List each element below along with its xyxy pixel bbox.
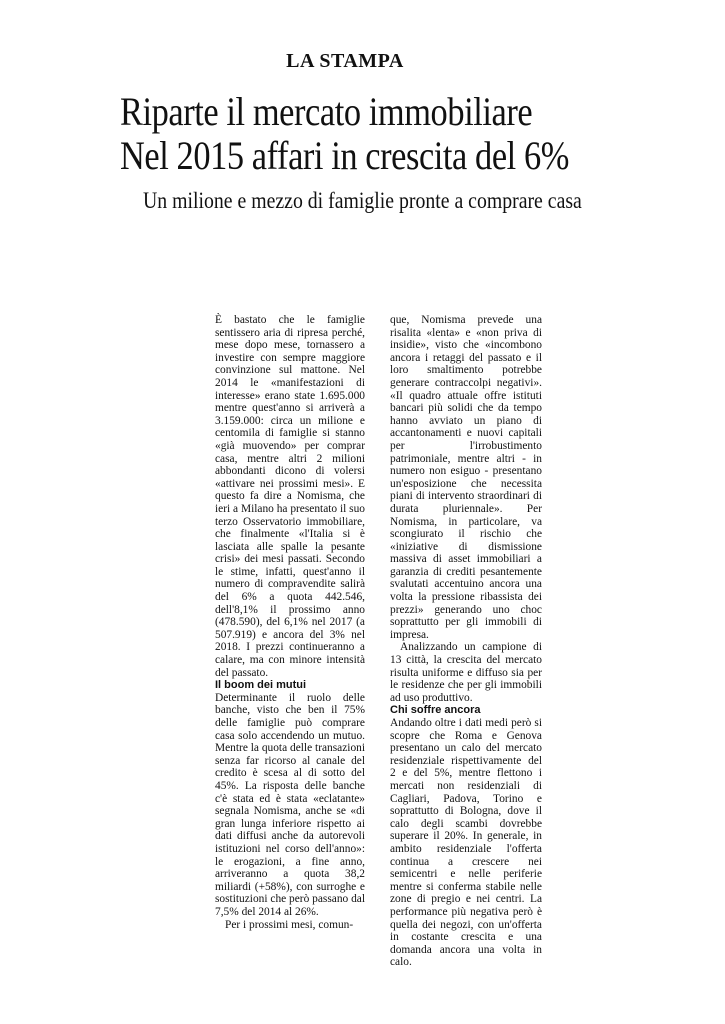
section-subtitle: Il boom dei mutui (215, 679, 307, 692)
paragraph: Analizzando un campione di 13 città, la crescita del mercato risulta uniforme e diffuso sia per le residenze che per gli immobili ad uso produttivo. (390, 641, 542, 704)
headline-line-1: Riparte il mercato immobiliare (120, 89, 533, 134)
section-subtitle: Chi soffre ancora (390, 704, 481, 717)
subheadline: Un milione e mezzo di famiglie pronte a comprare casa (143, 188, 582, 213)
headline-line-2: Nel 2015 affari in crescita del 6% (120, 133, 569, 178)
headline (120, 89, 569, 178)
paragraph: Andando oltre i dati medi però si scopre che Roma e Genova presentano un calo del mercato residenziale rispettivamente del 2 e del 5%, mentre flettono i mercati non residenziali di Cagliari, Padova, Torino e soprattutto di Bologna, dove il calo degli scambi dovrebbe superare il 20%. In generale, in ambito residenziale l'offerta continua a crescere nei semicentri e nelle periferie mentre si conferma stabile nelle zone di pregio e nei centri. La performance più negativa però è quella dei negozi, con un'offerta in costante crescita e una domanda ancora una volta in calo. (390, 717, 542, 969)
newspaper-masthead: LA STAMPA (286, 50, 404, 72)
paragraph: Per i prossimi mesi, comun- (225, 918, 354, 931)
paragraph: que, Nomisma prevede una risalita «lenta» e «non priva di insidie», visto che «incombono ancora i retaggi del passato e il loro smaltimento potrebbe generare contraccolpi negativi». «Il quadro attuale offre istituti bancari più solidi che da tempo hanno avviato un piano di accantonamenti e nuovi capitali per l'irrobustimento patrimoniale, mentre altri - in numero non esiguo - presentano un'esposizione che necessita piani di intervento straordinari di durata pluriennale». Per Nomisma, in particolare, va scongiurato il rischio che «iniziative di dismissione massiva di asset immobiliari a garanzia di crediti pesantemente svalutati accentuino ancora una volta la pressione ribassista dei prezzi» generando uno choc soprattutto per gli immobili di impresa. (390, 314, 542, 641)
article-column-2 (390, 314, 542, 969)
article-column-1 (215, 314, 365, 931)
paragraph: È bastato che le famiglie sentissero aria di ripresa perché, mese dopo mese, tornassero a investire con sempre maggiore convinzione sul mattone. Nel 2014 le «manifestazioni di interesse» erano state 1.695.000 mentre quest'anno si arriverà a 3.159.000: circa un milione e centomila di famiglie si stanno «già muovendo» per comprar casa, mentre altri 2 milioni abbondanti dicono di volersi «attivare nei prossimi mesi». E questo fa dire a Nomisma, che ieri a Milano ha presentato il suo terzo Osservatorio immobiliare, che finalmente «l'Italia si è lasciata alle spalle la pesante crisi» dei mesi passati. Secondo le stime, infatti, quest'anno il numero di compravendite salirà del 6% a quota 442.546, dell'8,1% il prossimo anno (478.590), del 6,1% nel 2017 (a 507.919) e ancora del 3% nel 2018. I prezzi continueranno a calare, ma con minore intensità del passato. (215, 314, 365, 679)
paragraph: Determinante il ruolo delle banche, visto che ben il 75% delle famiglie può comprare casa solo accendendo un mutuo. Mentre la quota delle transazioni senza far ricorso al canale del credito è scesa al di sotto del 45%. La risposta delle banche c'è stata ed è stata «eclatante» segnala Nomisma, anche se «di gran lunga inferiore rispetto ai dati diffusi anche da autorevoli istituzioni nel corso dell'anno»: le erogazioni, a fine anno, arriveranno a quota 38,2 miliardi (+58%), con surroghe e sostituzioni che però passano dal 7,5% del 2014 al 26%. (215, 691, 365, 918)
